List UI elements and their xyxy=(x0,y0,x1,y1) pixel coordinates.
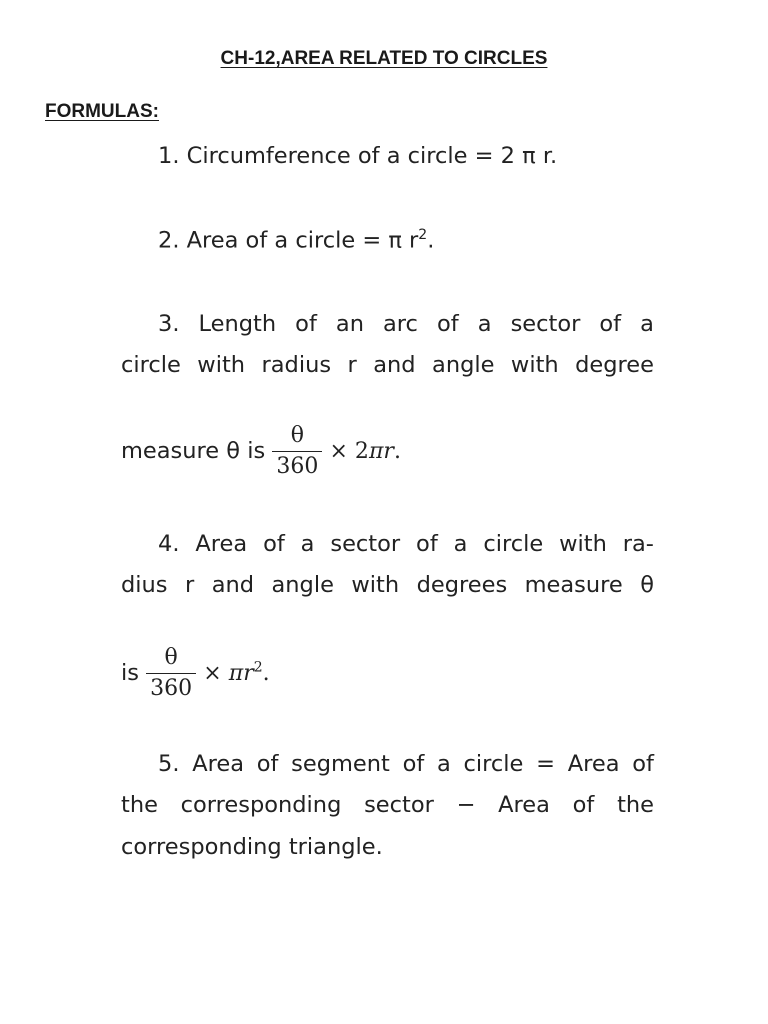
word: 5. xyxy=(158,751,180,777)
word: a xyxy=(640,311,654,337)
word: of xyxy=(295,311,317,337)
formula-5-line-2 xyxy=(121,792,654,818)
formula-3-line-3: measure θ is $\frac{\theta}{360}$ × 2πr. xyxy=(121,423,401,480)
word: 3. xyxy=(158,311,180,337)
word: − xyxy=(456,792,476,818)
word: a xyxy=(437,751,451,777)
word: circle xyxy=(121,352,181,378)
word: and xyxy=(373,352,416,378)
word: with xyxy=(351,572,400,598)
word: of xyxy=(572,792,595,818)
formula-4-line-2 xyxy=(121,572,654,598)
word: degree xyxy=(575,352,654,378)
word: of xyxy=(436,311,459,337)
word: angle xyxy=(432,352,495,378)
word: sector xyxy=(510,311,581,337)
formula-3-line-2 xyxy=(121,352,654,378)
word: sector xyxy=(364,792,434,818)
formula-5-line-3: corresponding triangle. xyxy=(121,834,383,860)
word: the xyxy=(617,792,654,818)
formula-4-line-1 xyxy=(158,531,654,557)
word: with xyxy=(510,352,559,378)
word: of xyxy=(416,531,438,557)
formula-1: 1. Circumference of a circle = 2 π r. xyxy=(158,143,558,169)
word: and xyxy=(211,572,255,598)
word: measure xyxy=(524,572,623,598)
word: segment xyxy=(291,751,390,777)
word: dius xyxy=(121,572,168,598)
word: Area xyxy=(192,751,244,777)
word: circle xyxy=(463,751,524,777)
word: of xyxy=(263,531,285,557)
word: an xyxy=(335,311,364,337)
word: with xyxy=(197,352,246,378)
word: = xyxy=(536,751,555,777)
word: Area xyxy=(567,751,620,777)
word: angle xyxy=(271,572,334,598)
word: of xyxy=(256,751,279,777)
word: degrees xyxy=(416,572,508,598)
fraction-theta-over-360: $\frac{\theta}{360}$ xyxy=(272,424,322,479)
word: 4. xyxy=(158,531,180,557)
word: with xyxy=(559,531,607,557)
word: a xyxy=(453,531,468,557)
word: arc xyxy=(383,311,418,337)
formulas-heading: FORMULAS: xyxy=(45,101,159,122)
fraction-theta-over-360: $\frac{\theta}{360}$ xyxy=(146,646,196,701)
word: the xyxy=(121,792,158,818)
word: circle xyxy=(483,531,544,557)
word: sector xyxy=(330,531,401,557)
word: Area xyxy=(195,531,248,557)
word: a xyxy=(477,311,492,337)
formula-5-line-1 xyxy=(158,751,654,777)
word: of xyxy=(599,311,622,337)
word: r xyxy=(184,572,195,598)
word: r xyxy=(347,352,357,378)
word: θ xyxy=(640,572,654,598)
word: Area xyxy=(498,792,550,818)
word: of xyxy=(632,751,654,777)
formula-4-line-3: is $\frac{\theta}{360}$ × $\pi r^2$. xyxy=(121,645,270,702)
word: of xyxy=(402,751,425,777)
word: ra- xyxy=(622,531,654,557)
word: a xyxy=(300,531,315,557)
formula-3-suffix: × 2πr. xyxy=(329,439,401,465)
word: radius xyxy=(261,352,332,378)
word: Length xyxy=(198,311,277,337)
formula-3-line-1 xyxy=(158,311,654,337)
formula-4-suffix: × $\pi r^2$. xyxy=(203,659,270,687)
document-title: CH-12,AREA RELATED TO CIRCLES xyxy=(220,48,548,69)
word: corresponding xyxy=(180,792,342,818)
formula-2: 2. Area of a circle = π $r^2$. xyxy=(158,227,435,254)
